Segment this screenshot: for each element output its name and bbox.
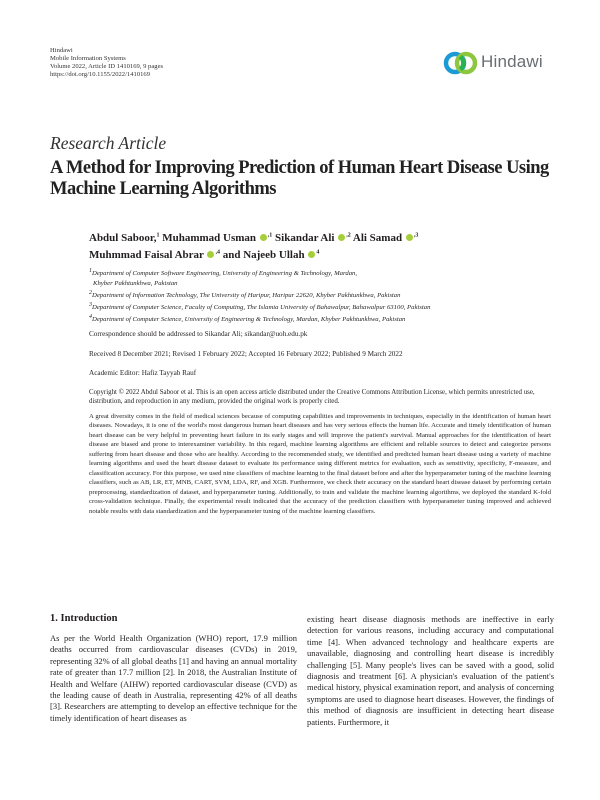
author: and Najeeb Ullah $^4$ — [222, 249, 320, 262]
correspondence: Correspondence should be addressed to Sikandar Ali; sikandar@uoh.edu.pk — [89, 330, 308, 338]
journal-header — [50, 47, 163, 79]
orcid-icon[interactable] — [207, 251, 214, 258]
author-list — [89, 228, 549, 263]
dates: Received 8 December 2021; Revised 1 February 2022; Accepted 16 February 2022; Published 9 March 2022 — [89, 350, 403, 358]
orcid-icon[interactable] — [308, 251, 315, 258]
affiliation: $^2$Department of Information Technology, The University of Haripur, Haripur 22620, Khyber Pakhtunkhwa, Pakistan — [89, 289, 401, 299]
affiliation: $^3$Department of Computer Science, Faculty of Computing, The Islamia University of Bahawalpur, Bahawalpur 63100, Pakistan — [89, 301, 431, 311]
author: Abdul Saboor,$^1$ — [89, 231, 160, 244]
body-text-left: As per the World Health Organization (WHO) report, 17.9 million deaths occurred from cardiovascular diseases (CVDs) in 2019, representing 32% of all global deaths [1] and having an annual mortality rate of greater than 17.7 million [2]. In 2018, the Australian Institute of Health and Welfare (AIHW) reported cardiovascular disease (CVD) as the leading cause of death in Australia, representing 42% of all deaths [3]. Researchers are attempting to develop an effective technique for the timely identification of heart diseases as — [50, 633, 297, 723]
affiliations — [89, 267, 559, 324]
author: Muhmmad Faisal Abrar $^{,4}$ — [89, 249, 220, 262]
author: Ali Samad $^{,3}$ — [352, 231, 419, 244]
article-type: Research Article — [50, 133, 167, 153]
publisher-name: Hindawi — [50, 47, 73, 54]
body-text-right: existing heart disease diagnosis methods are ineffective in early detection for various reasons, including accuracy and computational time [4]. When advanced technology and healthcare experts are unavailable, diagnosing and controlling heart disease is incredibly challenging [5]. Many people's lives can be saved with a good, solid diagnosis and treatment [6]. A physician's evaluation of the patient's medical history, physical examination report, and analysis of concerning symptoms are used to diagnose heart diseases. However, the findings of this method of diagnosis are insufficient in detecting heart disease patients. Furthermore, it — [307, 614, 554, 727]
orcid-icon[interactable] — [338, 234, 345, 241]
orcid-icon[interactable] — [260, 234, 267, 241]
abstract: A great diversity comes in the field of medical sciences because of computing capabilities and improvements in techniques, especially in the identification of human heart diseases. Nowadays, it is one of the world's most dangerous human heart diseases and has very serious effects the human life. Accurate and timely identification of human heart disease can be very helpful in preventing heart failure in its early stages and will improve the patient's survival. Manual approaches for the identification of heart disease are biased and prone to interexaminer variability. In this regard, machine learning algorithms are efficient and reliable sources to detect and categorize persons suffering from heart disease and those who are healthy. According to the recommended study, we identified and predicted human heart disease using a variety of machine learning algorithms and used the heart disease dataset to evaluate its performance using different metrics for evaluation, such as sensitivity, specificity, F-measure, and classification accuracy. For this purpose, we used nine classifiers of machine learning to the final dataset before and after the hyperparameter tuning of the machine learning classifiers, such as AB, LR, ET, MNB, CART, SVM, LDA, RF, and XGB. Furthermore, we check their accuracy on the standard heart disease dataset by performing certain preprocessing, standardization of dataset, and hyperparameter tuning. Additionally, to train and validate the machine learning algorithms, we deployed the standard K-fold cross-validation technique. Finally, the experimental result indicated that the accuracy of the prediction classifiers with hyperparameter tuning improved and achieved notable results with data standardization and the hyperparameter tuning of the machine learning classifiers. — [89, 413, 551, 515]
section-heading: 1. Introduction — [50, 613, 118, 624]
hindawi-logo — [443, 48, 553, 78]
copyright: Copyright © 2022 Abdul Saboor et al. This is an open access article distributed under the Creative Commons Attribution License, which permits unrestricted use, distribution, and reproduction in any medium, provided the original work is properly cited. — [89, 389, 535, 406]
affiliation: $^4$Department of Computer Science, University of Engineering & Technology, Mardan, Khyber Pakhtunkhwa, Pakistan — [89, 313, 406, 323]
affiliation: $^1$Department of Computer Software Engineering, University of Engineering & Technology, Mardan, — [89, 268, 358, 278]
doi-link[interactable]: https://doi.org/10.1155/2022/1410169 — [50, 70, 151, 78]
paper-title: A Method for Improving Prediction of Human Heart Disease Using Machine Learning Algorithms — [50, 158, 549, 199]
journal-name: Mobile Information Systems — [50, 54, 126, 62]
author: Sikandar Ali $^{,2}$ — [275, 231, 351, 244]
volume-line: Volume 2022, Article ID 1410169, 9 pages — [50, 62, 164, 70]
hindawi-rings-icon — [443, 48, 479, 78]
author: Muhammad Usman $^{,1}$ — [162, 231, 273, 244]
logo-text: Hindawi — [481, 52, 543, 71]
academic-editor: Academic Editor: Hafiz Tayyab Rauf — [89, 369, 197, 377]
affiliation-continuation: Khyber Pakhtunkhwa, Pakistan — [93, 279, 178, 287]
orcid-icon[interactable] — [406, 234, 413, 241]
